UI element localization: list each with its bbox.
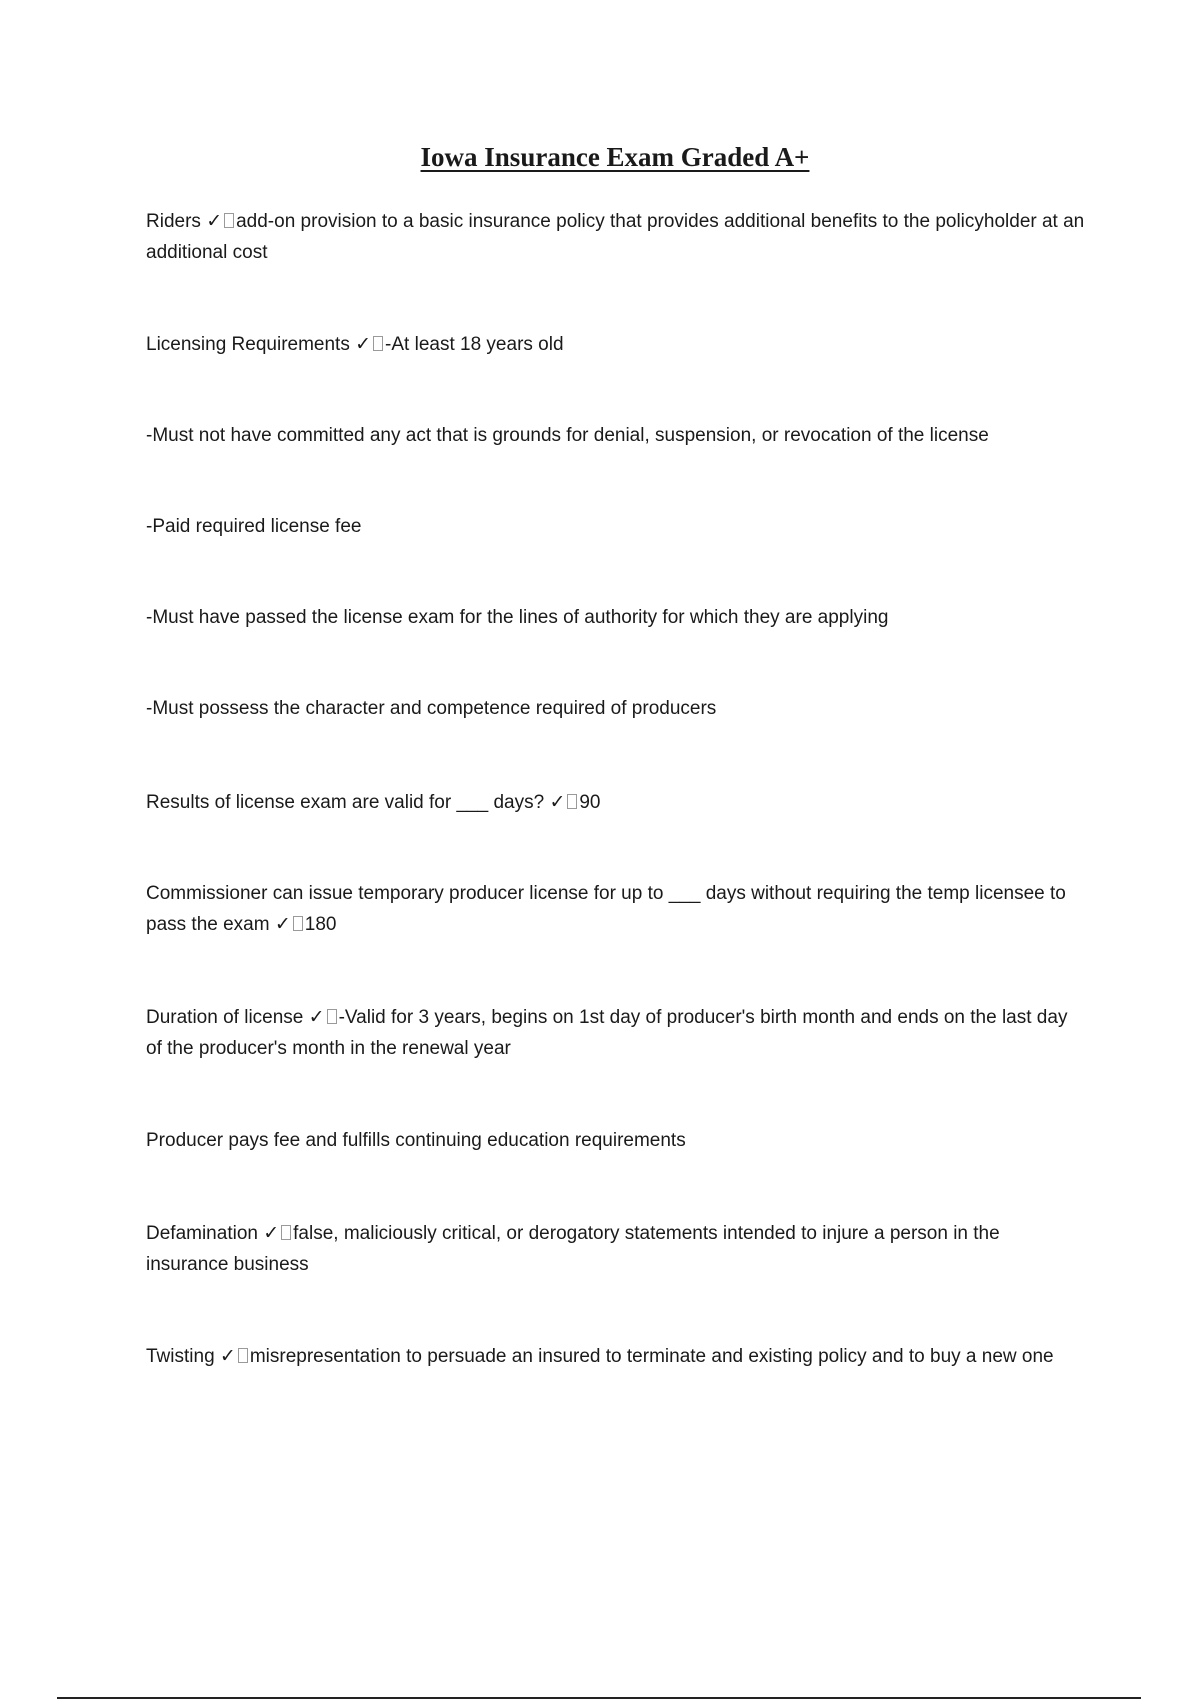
flashcard-entry [146,1125,1086,1156]
document-title: Iowa Insurance Exam Graded A+ [420,142,810,172]
entry-term: Twisting [146,1346,215,1367]
entry-answer: 180 [304,914,337,935]
entry-term: Duration of license [146,1007,304,1028]
flashcard-entry [146,1002,1086,1064]
flashcard-entry [146,693,1086,724]
entry-answer: misrepresentation to persuade an insured to terminate and existing policy and to buy a new one [249,1346,1054,1367]
check-mark-icon: ✓ [355,333,372,355]
check-mark-icon: ✓ [263,1222,280,1244]
entry-answer: add-on provision to a basic insurance policy that provides additional benefits to the policyholder at an additional cost [146,211,1085,263]
flashcard-entry [146,1341,1086,1372]
flashcard-entry [146,602,1086,633]
check-mark-icon: ✓ [274,913,291,935]
empty-box-icon [293,916,303,931]
empty-box-icon [567,794,577,809]
entry-answer: -Valid for 3 years, begins on 1st day of producer's birth month and ends on the last day of the producer's month in the renewal year [146,1007,1068,1059]
check-mark-icon: ✓ [549,791,566,813]
check-mark-icon: ✓ [206,210,223,232]
entry-term: Licensing Requirements [146,334,350,355]
entry-term: Results of license exam are valid for ___ days? [146,792,545,813]
entry-text: -Must have passed the license exam for the lines of authority for which they are applying [146,607,889,628]
empty-box-icon [281,1225,291,1240]
check-mark-icon: ✓ [219,1345,236,1367]
entry-text: -Must not have committed any act that is grounds for denial, suspension, or revocation of the license [146,425,989,446]
flashcard-entry [146,329,1086,360]
entry-term: Riders [146,211,201,232]
entry-answer: -At least 18 years old [385,334,564,355]
empty-box-icon [238,1348,248,1363]
empty-box-icon [373,336,383,351]
entry-text: -Must possess the character and competence required of producers [146,698,717,719]
entry-answer: false, maliciously critical, or derogatory statements intended to injure a person in the insurance business [146,1223,1000,1275]
footer-divider [57,1697,1141,1699]
entry-text: -Paid required license fee [146,516,362,537]
check-mark-icon: ✓ [308,1006,325,1028]
entry-text: Producer pays fee and fulfills continuing education requirements [146,1130,686,1151]
empty-box-icon [327,1009,337,1024]
flashcard-entry [146,511,1086,542]
entry-term: Defamination [146,1223,258,1244]
flashcard-entry [146,878,1086,940]
empty-box-icon [224,213,234,228]
flashcard-entry [146,420,1086,451]
entry-answer: 90 [579,792,601,813]
flashcard-entry [146,787,1086,818]
flashcard-entry [146,206,1086,268]
flashcard-entry [146,1218,1086,1280]
entry-term: Commissioner can issue temporary producer license for up to ___ days without requiring the temp licensee to pass the exam [146,883,1066,935]
